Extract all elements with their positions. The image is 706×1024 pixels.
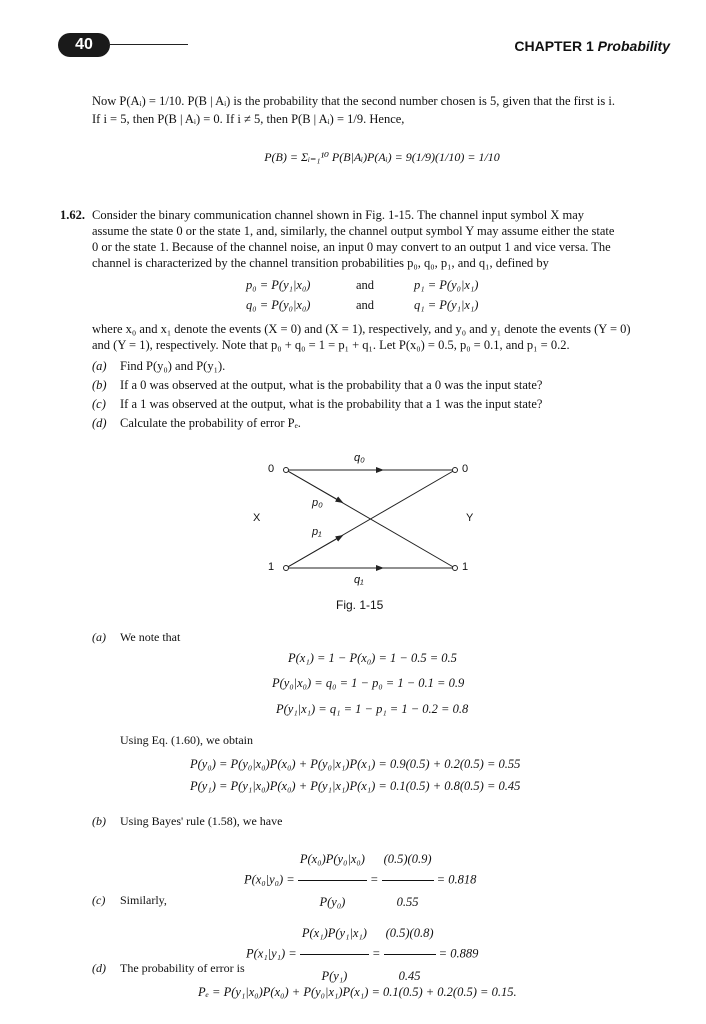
sol-c-intro: Similarly, — [120, 893, 167, 907]
sol-a-label: (a) — [92, 630, 106, 644]
sol-c-equation: P(x₁|y₁) = $\frac{\text{P(x₁)P(y₁|x₁)}}{\text{P(y₁)}}$ = $\frac{(0.5)(0.8)}{0.45}$ = 0.889 — [246, 912, 478, 997]
sol-c-result: = 0.889 — [438, 946, 479, 961]
problem-number: 1.62. — [60, 208, 85, 222]
sol-c-lhs: P(x₁|y₁) = — [246, 946, 297, 961]
chapter-title: Probability — [597, 38, 670, 54]
sol-c-num2: (0.5)(0.8) — [384, 912, 436, 955]
sol-a-eq1: P(x₁) = 1 − P(x₀) = 1 − 0.5 = 0.5 — [288, 651, 457, 665]
fig-out0: 0 — [462, 463, 469, 475]
node-x0 — [284, 468, 289, 473]
sol-b-lhs: P(x₀|y₀) = — [244, 872, 295, 887]
problem-line-3: 0 or the state 1. Because of the channel noise, an input 0 may convert to an output 1 and vice versa. The — [92, 240, 611, 254]
sol-b-intro: Using Bayes' rule (1.58), we have — [120, 814, 283, 828]
part-b-text: If a 0 was observed at the output, what is the probability that a 0 was the input state? — [120, 378, 543, 392]
fig-p0: p₀ — [312, 497, 323, 509]
part-c-label: (c) — [92, 397, 106, 411]
def-p1: p₁ = P(y₀|x₁) — [414, 278, 479, 292]
sol-c-label: (c) — [92, 893, 106, 907]
fig-x-label: X — [253, 512, 261, 524]
part-c-text: If a 1 was observed at the output, what is the probability that a 1 was the input state? — [120, 397, 543, 411]
sol-b-frac2 — [382, 838, 434, 923]
fig-in0: 0 — [268, 463, 275, 475]
intro-line-2: If i = 5, then P(B | Aᵢ) = 0. If i ≠ 5, then P(B | Aᵢ) = 1/9. Hence, — [92, 112, 405, 126]
fig-y-label: Y — [466, 512, 474, 524]
node-y0 — [453, 468, 458, 473]
sol-d-label: (d) — [92, 961, 106, 975]
sol-d-equation: Pₑ = P(y₁|x₀)P(x₀) + P(y₀|x₁)P(x₁) = 0.1(0.5) + 0.2(0.5) = 0.15. — [198, 985, 517, 999]
def-and-1: and — [356, 278, 375, 292]
def-q1: q₁ = P(y₁|x₁) — [414, 298, 479, 312]
fig-out1: 1 — [462, 561, 469, 573]
node-y1 — [453, 566, 458, 571]
header-rule — [108, 44, 188, 45]
channel-diagram — [240, 445, 480, 615]
sol-b-frac1 — [298, 838, 367, 923]
chapter-heading — [460, 38, 670, 54]
sol-a-eq3: P(y₁|x₁) = q₁ = 1 − p₁ = 1 − 0.2 = 0.8 — [276, 702, 469, 716]
part-a-label: (a) — [92, 359, 107, 373]
problem-line-2: assume the state 0 or the state 1, and, similarly, the channel output symbol Y may assume either the state — [92, 224, 615, 238]
intro-line-1: Now P(Aᵢ) = 1/10. P(B | Aᵢ) is the probability that the second number chosen is 5, given that the first is i. — [92, 94, 615, 108]
def-q0: q₀ = P(y₀|x₀) — [246, 298, 311, 312]
sol-a-eq5: P(y₁) = P(y₁|x₀)P(x₀) + P(y₁|x₁)P(x₁) = 0.1(0.5) + 0.8(0.5) = 0.45 — [190, 779, 521, 793]
where-line-2: and (Y = 1), respectively. Note that p₀ + q₀ = 1 = p₁ + q₁. Let P(x₀) = 0.5, p₀ = 0.1, and p₁ = 0.2. — [92, 338, 570, 352]
part-d-text: Calculate the probability of error Pₑ. — [120, 416, 301, 430]
sol-b-num2: (0.5)(0.9) — [382, 838, 434, 881]
sol-b-den2: 0.55 — [396, 895, 419, 909]
sol-c-num: P(x₁)P(y₁|x₁) — [300, 912, 369, 955]
fig-q1: q₁ — [354, 574, 364, 586]
figure-caption: Fig. 1-15 — [336, 598, 384, 612]
sol-a-using: Using Eq. (1.60), we obtain — [120, 733, 253, 747]
def-and-2: and — [356, 298, 375, 312]
part-d-label: (d) — [92, 416, 107, 430]
sol-b-result: = 0.818 — [436, 872, 477, 887]
page-number-badge: 40 — [58, 33, 110, 57]
fig-q0: q₀ — [354, 452, 365, 464]
part-a-text: Find P(y₀) and P(y₁). — [120, 359, 226, 373]
node-x1 — [284, 566, 289, 571]
fig-in1: 1 — [268, 561, 275, 573]
def-p0: p₀ = P(y₁|x₀) — [246, 278, 311, 292]
sol-b-label: (b) — [92, 814, 106, 828]
fig-p1: p₁ — [312, 526, 322, 538]
problem-line-1: Consider the binary communication channel shown in Fig. 1-15. The channel input symbol X may — [92, 208, 585, 222]
sol-b-den: P(y₀) — [319, 895, 346, 909]
sol-c-den2: 0.45 — [398, 969, 421, 983]
sol-b-num: P(x₀)P(y₀|x₀) — [298, 838, 367, 881]
sol-b-equation: P(x₀|y₀) = $\frac{\text{P(x₀)P(y₀|x₀)}}{\text{P(y₀)}}$ = $\frac{(0.5)(0.9)}{0.55}$ = 0.818 — [244, 838, 476, 923]
intro-equation: P(B) = Σᵢ₌₁¹⁰ P(B|Aᵢ)P(Aᵢ) = 9(1/9)(1/10) = 1/10 — [264, 150, 500, 164]
sol-c-den: P(y₁) — [321, 969, 348, 983]
sol-a-eq4: P(y₀) = P(y₀|x₀)P(x₀) + P(y₀|x₁)P(x₁) = 0.9(0.5) + 0.2(0.5) = 0.55 — [190, 757, 521, 771]
chapter-label: CHAPTER 1 — [514, 38, 594, 54]
problem-line-4: channel is characterized by the channel transition probabilities p₀, q₀, p₁, and q₁, defined by — [92, 256, 549, 270]
where-line-1: where x₀ and x₁ denote the events (X = 0) and (X = 1), respectively, and y₀ and y₁ denote the events (Y = 0) — [92, 322, 631, 336]
part-b-label: (b) — [92, 378, 107, 392]
sol-a-eq2: P(y₀|x₀) = q₀ = 1 − p₀ = 1 − 0.1 = 0.9 — [272, 676, 465, 690]
sol-a-intro: We note that — [120, 630, 181, 644]
sol-d-intro: The probability of error is — [120, 961, 245, 975]
arrow-x1-y0 — [286, 537, 340, 568]
